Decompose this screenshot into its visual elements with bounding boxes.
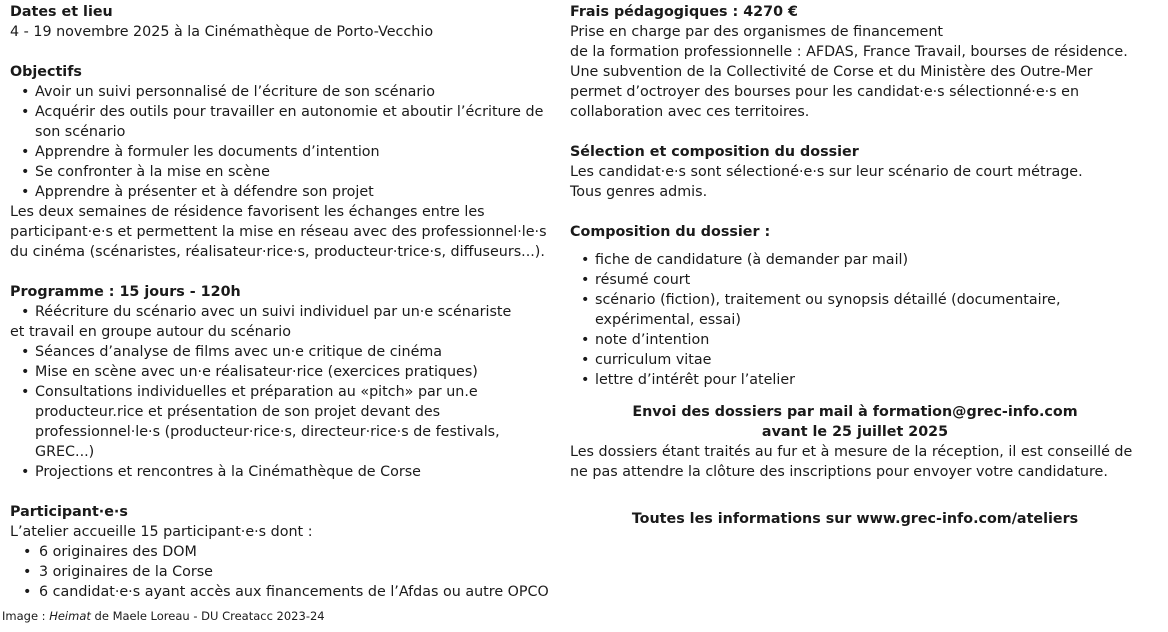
list-item: • scénario (fiction), traitement ou synopsis détaillé (documentaire, expérimental, essai) bbox=[595, 290, 1140, 330]
objectifs-list bbox=[10, 82, 555, 202]
programme-heading: Programme : 15 jours - 120h bbox=[10, 284, 241, 300]
credit-title: Heimat bbox=[49, 609, 91, 623]
envoi-line-2: avant le 25 juillet 2025 bbox=[761, 424, 949, 440]
composition-heading: Composition du dossier : bbox=[570, 224, 771, 240]
credit-suffix: de Maele Loreau - DU Creatacc 2023-24 bbox=[90, 609, 325, 623]
participants-heading: Participant·e·s bbox=[10, 504, 128, 520]
frais-line-1: Prise en charge par des organismes de financement bbox=[570, 24, 944, 40]
list-item: • lettre d’intérêt pour l’atelier bbox=[595, 370, 1140, 390]
objectifs-paragraph: Les deux semaines de résidence favorisent les échanges entre les participant·e·s et permettent la mise en réseau avec des professionnel·le·s du cinéma (scénaristes, réalisateur·rice·s, producteur·trice·s, diffuseurs...). bbox=[10, 204, 547, 260]
list-item: • Projections et rencontres à la Cinémathèque de Corse bbox=[35, 462, 555, 482]
list-item: • Apprendre à présenter et à défendre son projet bbox=[35, 182, 555, 202]
infos-line: Toutes les informations sur www.grec-info.com/ateliers bbox=[631, 511, 1079, 527]
list-item: • note d’intention bbox=[595, 330, 1140, 350]
dates-text: 4 - 19 novembre 2025 à la Cinémathèque de Porto-Vecchio bbox=[10, 24, 434, 40]
list-item: • Mise en scène avec un·e réalisateur·rice (exercices pratiques) bbox=[35, 362, 555, 382]
objectifs-heading: Objectifs bbox=[10, 64, 82, 80]
list-item: • Apprendre à formuler les documents d’intention bbox=[35, 142, 555, 162]
frais-heading: Frais pédagogiques : 4270 € bbox=[570, 4, 798, 20]
envoi-text: Les dossiers étant traités au fur et à mesure de la réception, il est conseillé de ne pas attendre la clôture des inscriptions pour envoyer votre candidature. bbox=[570, 444, 1133, 480]
list-item: • Réécriture du scénario avec un suivi individuel par un·e scénariste bbox=[35, 302, 555, 322]
envoi-line-1: Envoi des dossiers par mail à formation@grec-info.com bbox=[632, 404, 1078, 420]
left-column bbox=[10, 2, 555, 602]
right-column bbox=[570, 2, 1140, 529]
participants-text: L’atelier accueille 15 participant·e·s dont : bbox=[10, 524, 313, 540]
list-item: • Se confronter à la mise en scène bbox=[35, 162, 555, 182]
programme-first-list bbox=[10, 302, 555, 322]
list-item: • 3 originaires de la Corse bbox=[39, 562, 555, 582]
list-item: • 6 candidat·e·s ayant accès aux financements de l’Afdas ou autre OPCO bbox=[39, 582, 555, 602]
selection-heading: Sélection et composition du dossier bbox=[570, 144, 859, 160]
composition-list bbox=[570, 250, 1140, 390]
selection-line-1: Les candidat·e·s sont sélectioné·e·s sur leur scénario de court métrage. bbox=[570, 164, 1083, 180]
list-item: • Séances d’analyse de films avec un·e critique de cinéma bbox=[35, 342, 555, 362]
image-credit bbox=[2, 608, 325, 624]
frais-line-3: Une subvention de la Collectivité de Corse et du Ministère des Outre-Mer permet d’octroyer des bourses pour les candidat·e·s sélectionné·e·s en collaboration avec ces territoires. bbox=[570, 64, 1093, 120]
selection-line-2: Tous genres admis. bbox=[570, 184, 708, 200]
list-item: • Avoir un suivi personnalisé de l’écriture de son scénario bbox=[35, 82, 555, 102]
programme-continuation: et travail en groupe autour du scénario bbox=[10, 324, 292, 340]
list-item: • fiche de candidature (à demander par mail) bbox=[595, 250, 1140, 270]
participants-list bbox=[10, 542, 555, 602]
list-item: • 6 originaires des DOM bbox=[39, 542, 555, 562]
list-item: • curriculum vitae bbox=[595, 350, 1140, 370]
list-item: • résumé court bbox=[595, 270, 1140, 290]
list-item: • Consultations individuelles et préparation au «pitch» par un.e producteur.rice et présentation de son projet devant des professionnel·le·s (producteur·rice·s, directeur·rice·s de festivals, GREC...) bbox=[35, 382, 555, 462]
dates-heading: Dates et lieu bbox=[10, 4, 113, 20]
frais-line-2: de la formation professionnelle : AFDAS, France Travail, bourses de résidence. bbox=[570, 44, 1128, 60]
credit-prefix: Image : bbox=[2, 609, 50, 623]
list-item: • Acquérir des outils pour travailler en autonomie et aboutir l’écriture de son scénario bbox=[35, 102, 555, 142]
programme-list bbox=[10, 342, 555, 482]
